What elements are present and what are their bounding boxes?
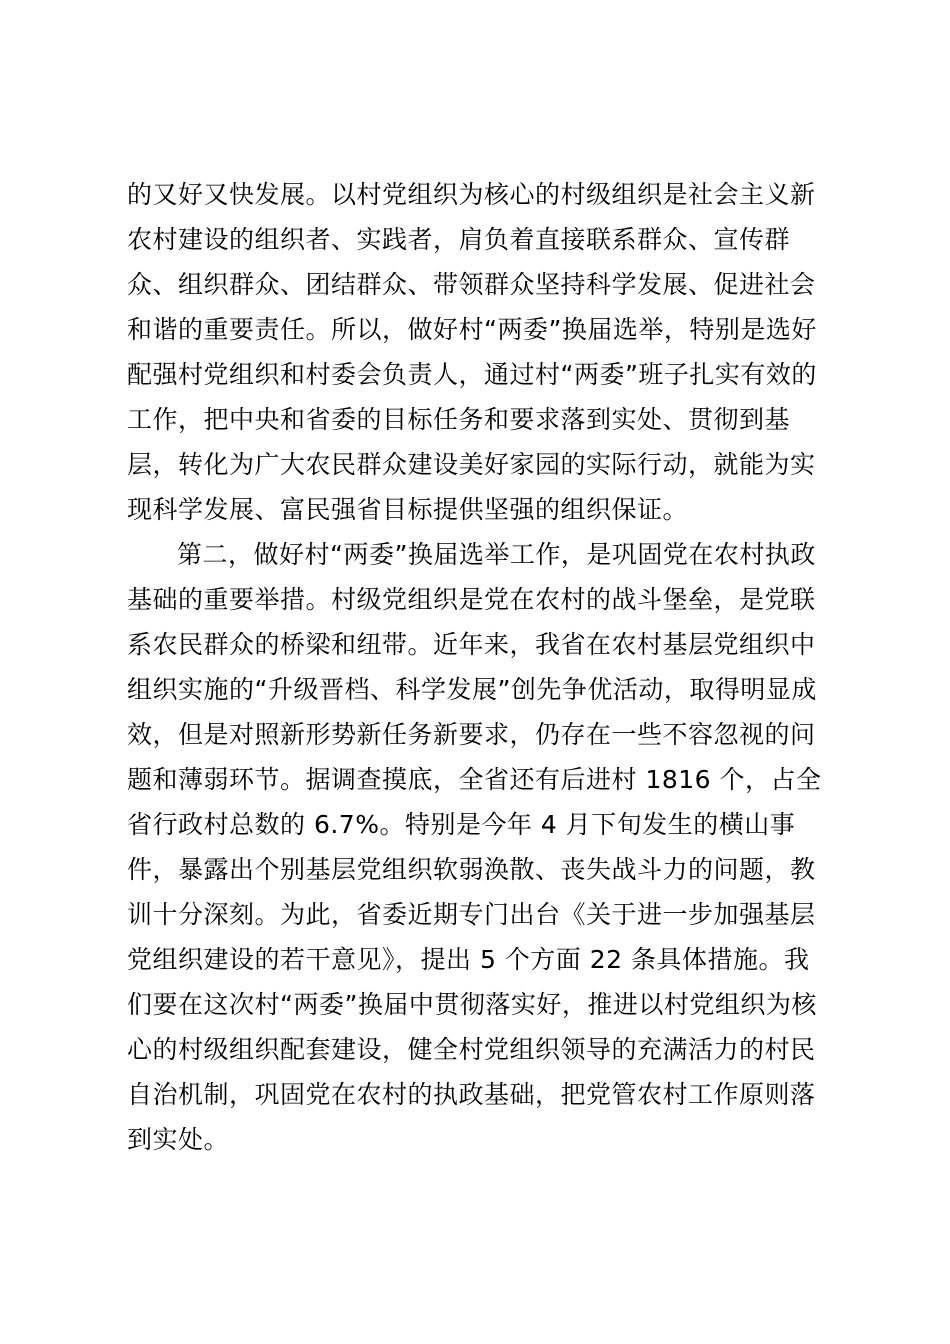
text-line: 的又好又快发展。以村党组织为核心的村级组织是社会主义新 (127, 180, 816, 209)
text-line: 众、组织群众、团结群众、带领群众坚持科学发展、促进社会 (127, 270, 816, 299)
text-line: 效，但是对照新形势新任务新要求，仍存在一些不容忽视的问 (127, 720, 816, 749)
text-line: 件，暴露出个别基层党组织软弱涣散、丧失战斗力的问题，教 (127, 855, 816, 884)
text-line: 训十分深刻。为此，省委近期专门出台《关于进一步加强基层 (127, 900, 816, 929)
text-line: 工作，把中央和省委的目标任务和要求落到实处、贯彻到基 (127, 405, 791, 434)
paragraph-start-line: 第二，做好村“两委”换届选举工作，是巩固党在农村执政 (177, 540, 816, 569)
text-line: 心的村级组织配套建设，健全村党组织领导的充满活力的村民 (127, 1035, 816, 1064)
text-line: 层，转化为广大农民群众建设美好家园的实际行动，就能为实 (127, 450, 816, 479)
text-line: 系农民群众的桥梁和纽带。近年来，我省在农村基层党组织中 (127, 630, 816, 659)
text-line: 和谐的重要责任。所以，做好村“两委”换届选举，特别是选好 (127, 315, 817, 344)
text-line: 题和薄弱环节。据调查摸底，全省还有后进村 1816 个，占全 (127, 765, 822, 794)
text-line: 现科学发展、富民强省目标提供坚强的组织保证。 (127, 495, 689, 524)
text-line: 们要在这次村“两委”换届中贯彻落实好，推进以村党组织为核 (127, 990, 817, 1019)
text-line: 配强村党组织和村委会负责人，通过村“两委”班子扎实有效的 (127, 360, 817, 389)
text-line: 自治机制，巩固党在农村的执政基础，把党管农村工作原则落 (127, 1080, 816, 1109)
body-text (127, 172, 827, 1162)
text-line: 农村建设的组织者、实践者，肩负着直接联系群众、宣传群 (127, 225, 791, 254)
text-line: 省行政村总数的 6.7%。特别是今年 4 月下旬发生的横山事 (127, 810, 796, 839)
text-line: 到实处。 (127, 1125, 230, 1154)
text-line: 基础的重要举措。村级党组织是党在农村的战斗堡垒，是党联 (127, 585, 816, 614)
text-line: 组织实施的“升级晋档、科学发展”创先争优活动，取得明显成 (127, 675, 817, 704)
text-line: 党组织建设的若干意见》，提出 5 个方面 22 条具体措施。我 (127, 945, 810, 974)
